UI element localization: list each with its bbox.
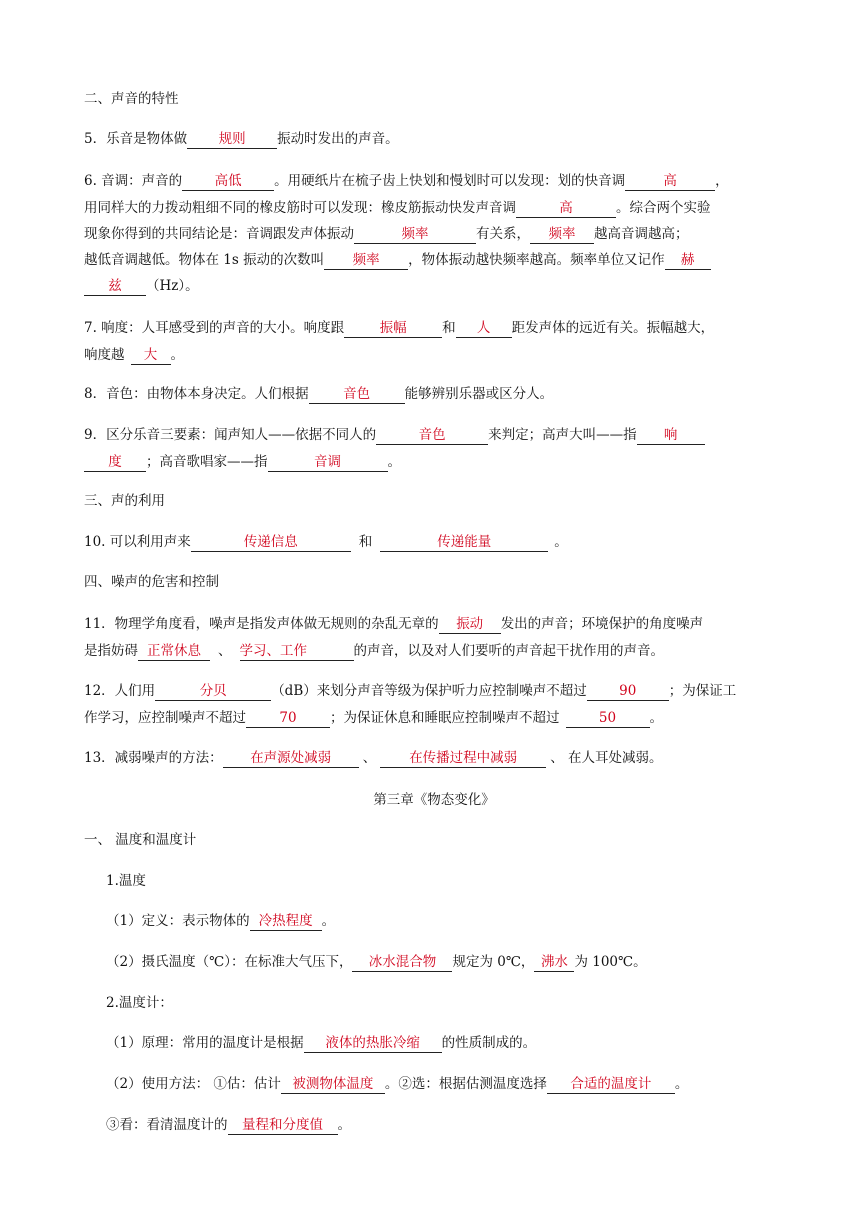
answer-text: 工作 xyxy=(280,643,307,659)
text: 10. 可以利用声来 xyxy=(84,534,191,550)
answer-blank: 合适的温度计 xyxy=(547,1075,675,1094)
answer-blank: 度 xyxy=(84,453,146,472)
text: 越高音调越高； xyxy=(594,226,689,242)
section-heading-sound-use: 三、声的利用 xyxy=(84,493,165,509)
section-heading-noise: 四、噪声的危害和控制 xyxy=(84,574,219,590)
text: 规定为 0℃， xyxy=(452,954,535,970)
chapter-title: 第三章《物态变化》 xyxy=(373,792,495,808)
section-heading-temperature: 一、 温度和温度计 xyxy=(84,832,197,848)
answer-blank: 传递能量 xyxy=(380,533,548,552)
section-heading-sound-characteristics: 二、声音的特性 xyxy=(84,91,179,107)
celsius-definition xyxy=(106,952,814,972)
text: 。 xyxy=(321,913,336,929)
answer-separator: 、 xyxy=(266,643,280,659)
question-11-line-2 xyxy=(84,641,792,661)
text: 。 xyxy=(649,710,663,726)
answer-blank xyxy=(240,642,354,661)
text: 。 xyxy=(337,1117,351,1133)
answer-blank: 量程和分度值 xyxy=(228,1116,338,1135)
text: 振动时发出的声音。 xyxy=(277,131,399,147)
text: 8．音色：由物体本身决定。人们根据 xyxy=(84,386,309,402)
answer-blank: 冰水混合物 xyxy=(352,953,452,972)
text: 。用硬纸片在梳子齿上快划和慢划时可以发现：划的快音调 xyxy=(274,173,626,189)
answer-blank: 频率 xyxy=(354,225,476,244)
text: 、 在人耳处减弱。 xyxy=(550,750,663,766)
text: 。综合两个实验 xyxy=(616,200,711,216)
text: 和 xyxy=(358,534,373,550)
text: ， xyxy=(715,173,729,189)
question-6-line-3 xyxy=(84,224,792,244)
text: 、 xyxy=(362,750,377,766)
question-7-line-2 xyxy=(84,345,792,365)
answer-blank: 沸水 xyxy=(534,953,574,972)
text: 用同样大的力拨动粗细不同的橡皮筋时可以发现：橡皮筋振动快发声音调 xyxy=(84,200,516,216)
text: （dB）来划分声音等级为保护听力应控制噪声不超过 xyxy=(271,683,587,699)
answer-text: 学习 xyxy=(239,643,267,659)
answer-blank: 人 xyxy=(456,319,512,338)
text: 5．乐音是物体做 xyxy=(84,131,188,147)
question-5 xyxy=(84,129,792,149)
answer-blank: 冷热程度 xyxy=(250,912,322,931)
answer-blank: 液体的热胀冷缩 xyxy=(304,1034,442,1053)
text: 响度越 xyxy=(84,347,125,363)
answer-blank: 响 xyxy=(637,426,705,445)
text: ③看：看清温度计的 xyxy=(106,1117,228,1133)
question-8 xyxy=(84,384,792,404)
question-9-line-2 xyxy=(84,452,792,472)
thermometer-reading xyxy=(106,1115,814,1135)
text: 来判定；高声大叫——指 xyxy=(488,427,637,443)
text: 发出的声音；环境保护的角度噪声 xyxy=(500,616,704,632)
text: 为 100℃。 xyxy=(574,954,647,970)
question-11-line-1 xyxy=(84,614,792,634)
temperature-definition xyxy=(106,911,814,931)
answer-blank: 兹 xyxy=(84,277,146,296)
answer-blank: 分贝 xyxy=(155,682,271,701)
answer-blank: 赫 xyxy=(665,251,711,270)
text: 7. 响度：人耳感受到的声音的大小。响度跟 xyxy=(84,320,345,336)
text: （2）摄氏温度（℃）：在标准大气压下， xyxy=(106,954,353,970)
text: 的性质制成的。 xyxy=(441,1035,537,1051)
text: 能够辨别乐器或区分人。 xyxy=(404,386,554,402)
text: 是指妨碍 xyxy=(84,643,138,659)
text: ；高音歌唱家——指 xyxy=(146,454,268,470)
answer-blank: 音色 xyxy=(376,426,488,445)
text: ；为保证休息和睡眠应控制噪声不超过 xyxy=(330,710,560,726)
subheading-thermometer: 2.温度计： xyxy=(106,995,173,1011)
text: （1）定义：表示物体的 xyxy=(106,913,250,929)
answer-blank: 50 xyxy=(566,709,650,728)
answer-blank: 90 xyxy=(587,682,669,701)
thermometer-usage xyxy=(106,1074,814,1094)
text: ；为保证工 xyxy=(668,683,737,699)
text: （Hz）。 xyxy=(146,278,199,294)
answer-blank: 高低 xyxy=(182,172,274,191)
text: 。②选：根据估测温度选择 xyxy=(384,1076,547,1092)
question-6-line-2 xyxy=(84,198,792,218)
text: ，物体振动越快频率越高。频率单位又记作 xyxy=(408,252,665,268)
answer-blank: 高 xyxy=(516,199,616,218)
text: 11．物理学角度看，噪声是指发声体做无规则的杂乱无章的 xyxy=(84,616,439,632)
answer-blank: 被测物体温度 xyxy=(281,1075,385,1094)
thermometer-principle xyxy=(106,1033,814,1053)
text: （1）原理：常用的温度计是根据 xyxy=(106,1035,304,1051)
question-9-line-1 xyxy=(84,425,792,445)
question-13 xyxy=(84,748,792,768)
answer-blank: 70 xyxy=(246,709,330,728)
question-12-line-2 xyxy=(84,708,792,728)
answer-blank: 振动 xyxy=(439,615,501,634)
text: 现象你得到的共同结论是：音调跟发声体振动 xyxy=(84,226,354,242)
text: 6. 音调：声音的 xyxy=(84,173,183,189)
answer-blank: 音调 xyxy=(268,453,388,472)
answer-blank: 在声源处减弱 xyxy=(223,749,359,768)
text: 9．区分乐音三要素：闻声知人——依据不同人的 xyxy=(84,427,377,443)
subheading-temperature: 1.温度 xyxy=(106,873,146,889)
text: 和 xyxy=(442,320,456,336)
text: 距发声体的远近有关。振幅越大， xyxy=(511,320,715,336)
text: 13．减弱噪声的方法： xyxy=(84,750,223,766)
answer-blank: 高 xyxy=(625,172,715,191)
answer-blank: 在传播过程中减弱 xyxy=(380,749,546,768)
question-6-line-5 xyxy=(84,276,792,296)
text: 。 xyxy=(387,454,401,470)
question-10 xyxy=(84,532,792,552)
text: 。 xyxy=(554,534,568,550)
question-7-line-1 xyxy=(84,318,792,338)
text: 。 xyxy=(674,1076,689,1092)
text: 的声音，以及对人们要听的声音起干扰作用的声音。 xyxy=(353,643,664,659)
text: 12．人们用 xyxy=(84,683,156,699)
answer-blank: 频率 xyxy=(324,251,408,270)
answer-blank: 大 xyxy=(131,346,171,365)
text: （2）使用方法： ①估：估计 xyxy=(106,1076,281,1092)
question-6-line-1 xyxy=(84,171,792,191)
answer-blank: 规则 xyxy=(187,130,277,149)
text: 、 xyxy=(218,643,232,659)
answer-blank: 振幅 xyxy=(344,319,442,338)
text: 作学习，应控制噪声不超过 xyxy=(84,710,246,726)
answer-blank: 频率 xyxy=(530,225,594,244)
answer-blank: 正常休息 xyxy=(138,642,210,661)
question-6-line-4 xyxy=(84,250,792,270)
question-12-line-1 xyxy=(84,681,792,701)
text: 越低音调越低。物体在 1s 振动的次数叫 xyxy=(84,252,325,268)
text: 有关系， xyxy=(476,226,530,242)
answer-blank: 传递信息 xyxy=(191,533,351,552)
text: 。 xyxy=(170,347,184,363)
answer-blank: 音色 xyxy=(309,385,405,404)
